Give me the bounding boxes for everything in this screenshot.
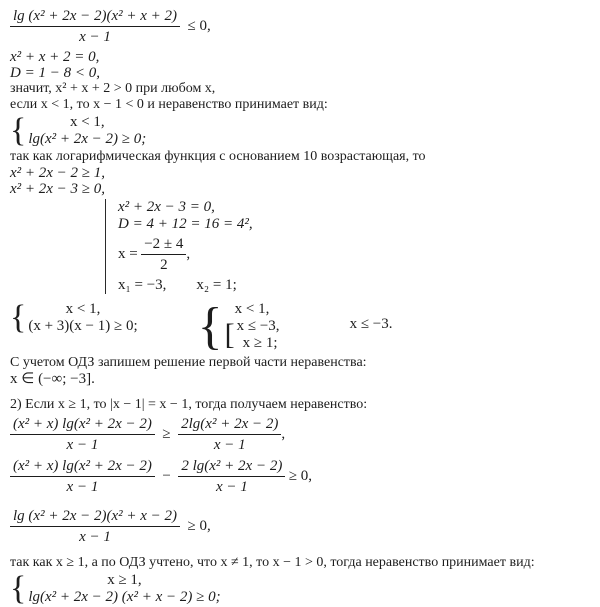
system-3-result: x ≤ −3.	[349, 316, 393, 332]
note-odz-part1: С учетом ОДЗ запишем решение первой части неравенства:	[10, 355, 367, 370]
system-2-row-1: x < 1,	[65, 301, 101, 317]
system-1	[10, 111, 147, 149]
note-case-x-less-1: если x < 1, то x − 1 < 0 и неравенство принимает вид:	[10, 97, 328, 112]
note-odz-part2: так как x ≥ 1, а по ОДЗ учтено, что x ≠ 1, то x − 1 > 0, тогда неравенство принимает вид:	[10, 555, 535, 570]
system-3	[197, 297, 280, 355]
aside-quadratic-solution	[105, 199, 594, 294]
ineq2-right-numerator: 2 lg(x² + 2x − 2)	[181, 458, 283, 474]
ineq2-left-denominator: x − 1	[10, 476, 155, 496]
system-4-row-2: lg(x² + 2x − 2) (x² + x − 2) ≥ 0;	[28, 589, 221, 605]
ineq2-relation: −	[162, 468, 171, 484]
ineq2-right-denominator: x − 1	[178, 476, 285, 496]
ineq1-right-denominator: x − 1	[178, 434, 281, 454]
aside-root-2: x₂ = 1;	[196, 277, 237, 293]
gap	[10, 499, 594, 505]
system-3-alternative	[225, 318, 280, 352]
ineq1-tail: ,	[281, 426, 286, 442]
system-3-row-3: x ≥ 1;	[242, 335, 278, 351]
aside-fraction-denominator: 2	[141, 254, 186, 274]
aside-equation: x² + 2x − 3 = 0,	[118, 199, 215, 215]
ineq2-tail: ≥ 0,	[288, 468, 313, 484]
section-gap	[10, 387, 594, 397]
case-2-intro: 2) Если x ≥ 1, то |x − 1| = x − 1, тогда получаем неравенство:	[10, 397, 368, 412]
equation-quadratic-2: x² + 2x − 2 ≥ 1,	[10, 165, 106, 181]
system-2	[10, 298, 138, 336]
aside-root-1: x₁ = −3,	[118, 277, 167, 293]
aside-root-lhs: x =	[118, 246, 138, 262]
main-fraction	[10, 7, 180, 46]
system-3-row-2: x ≤ −3,	[236, 318, 280, 334]
aside-fraction	[141, 235, 186, 274]
ineq3-fraction	[10, 507, 180, 546]
ineq1-left-denominator: x − 1	[10, 434, 155, 454]
ineq1-left-numerator: (x² + x) lg(x² + 2x − 2)	[13, 416, 152, 432]
left-brace-glyph: {	[197, 297, 223, 355]
main-inequality	[10, 7, 594, 46]
note-positive-anyx: значит, x² + x + 2 > 0 при любом x,	[10, 81, 216, 96]
aside-root-formula	[118, 235, 594, 274]
answer-part1: x ∈ (−∞; −3].	[10, 371, 95, 387]
ineq2-left-numerator: (x² + x) lg(x² + 2x − 2)	[13, 458, 152, 474]
ineq2-right-fraction	[178, 457, 285, 496]
system-4	[10, 569, 221, 607]
systems-row	[10, 297, 594, 355]
left-brace-glyph: {	[10, 569, 27, 607]
ineq1-right-fraction	[178, 415, 281, 454]
left-brace-glyph: {	[10, 298, 27, 336]
left-brace-glyph: {	[10, 111, 27, 149]
main-fraction-denominator: x − 1	[10, 26, 180, 46]
note-log-increasing: так как логарифмическая функция с основанием 10 возрастающая, то	[10, 149, 426, 164]
inequality-fractions-1	[10, 415, 594, 454]
inequality-fraction-3	[10, 507, 594, 546]
ineq3-numerator: lg (x² + 2x − 2)(x² + x − 2)	[13, 508, 178, 524]
main-fraction-numerator: lg (x² + 2x − 2)(x² + x + 2)	[13, 8, 178, 24]
ineq3-tail: ≥ 0,	[187, 518, 211, 534]
system-1-row-1: x < 1,	[69, 114, 105, 130]
aside-root-comma: ,	[186, 246, 191, 262]
system-2-row-2: (x + 3)(x − 1) ≥ 0;	[28, 318, 138, 334]
ineq1-right-numerator: 2lg(x² + 2x − 2)	[181, 416, 279, 432]
ineq3-denominator: x − 1	[10, 526, 180, 546]
discriminant-1: D = 1 − 8 < 0,	[10, 65, 100, 81]
main-inequality-relation: ≤ 0,	[187, 18, 211, 34]
system-1-row-2: lg(x² + 2x − 2) ≥ 0;	[28, 131, 147, 147]
aside-roots	[118, 277, 594, 294]
ineq2-left-fraction	[10, 457, 155, 496]
aside-fraction-numerator: −2 ± 4	[144, 236, 184, 252]
inequality-fractions-2	[10, 457, 594, 496]
ineq1-relation: ≥	[162, 426, 171, 442]
ineq1-left-fraction	[10, 415, 155, 454]
system-3-row-1: x < 1,	[234, 301, 270, 317]
aside-discriminant: D = 4 + 12 = 16 = 4²,	[118, 216, 253, 232]
system-4-row-1: x ≥ 1,	[107, 572, 142, 588]
left-bracket-glyph: [	[224, 318, 235, 351]
equation-quadratic-1: x² + x + 2 = 0,	[10, 49, 100, 65]
equation-quadratic-3: x² + 2x − 3 ≥ 0,	[10, 181, 106, 197]
